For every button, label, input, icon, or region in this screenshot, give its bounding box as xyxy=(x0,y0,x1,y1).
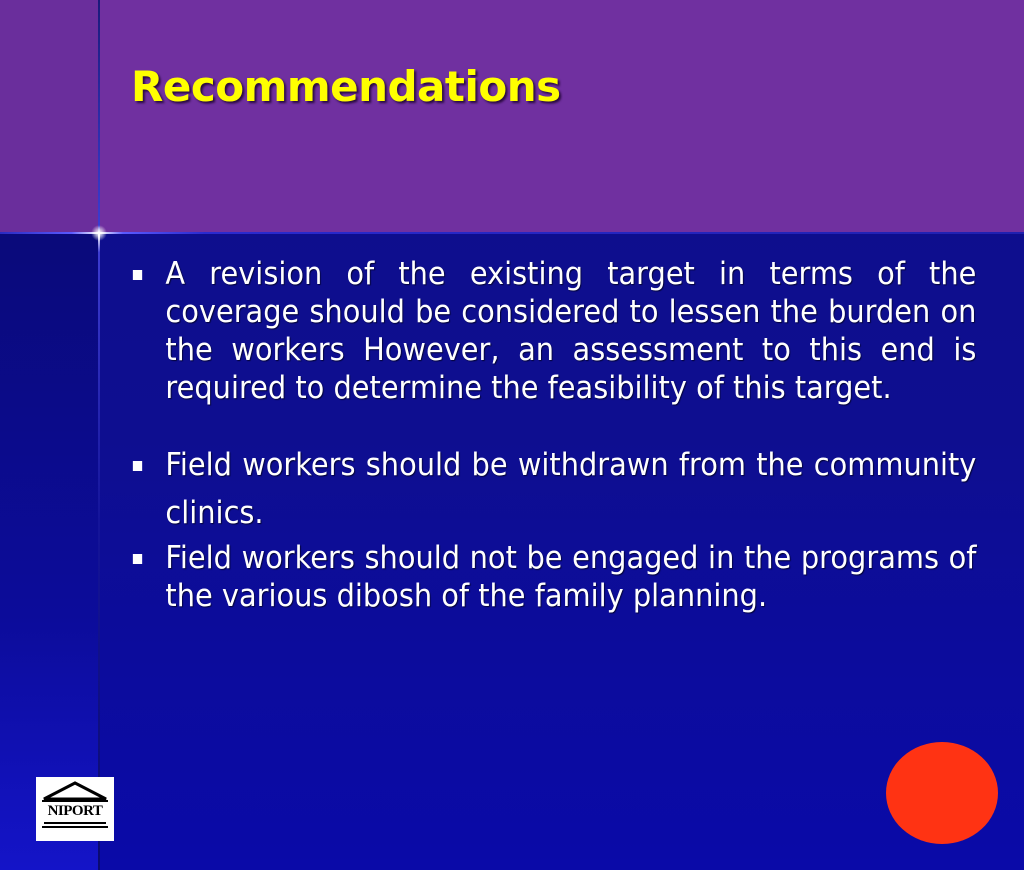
bullet-item xyxy=(131,441,976,537)
bullet-square-icon xyxy=(133,270,142,280)
header-band-left xyxy=(0,0,99,233)
horizontal-divider xyxy=(0,232,1024,234)
red-circle-decoration xyxy=(886,742,998,844)
left-strip xyxy=(0,233,99,870)
bullet-list xyxy=(131,255,977,615)
vertical-divider xyxy=(98,0,100,870)
sparkle-decoration xyxy=(91,225,107,241)
bullet-square-icon xyxy=(133,461,142,471)
bullet-item xyxy=(131,539,976,615)
header-band xyxy=(0,0,1024,233)
bullet-text: Field workers should not be engaged in the programs of the various dibosh of the family planning. xyxy=(165,540,977,614)
niport-logo xyxy=(36,777,114,841)
bullet-text: Field workers should be withdrawn from the community clinics. xyxy=(165,447,977,531)
bullet-square-icon xyxy=(133,554,142,564)
bullet-text: A revision of the existing target in terms of the coverage should be considered to lessen the burden on the workers However, an assessment to this end is required to determine the feasibility of this target. xyxy=(165,256,977,406)
slide-title: Recommendations xyxy=(131,62,561,111)
bullet-item xyxy=(131,255,976,407)
logo-text: NIPORT xyxy=(47,803,103,819)
